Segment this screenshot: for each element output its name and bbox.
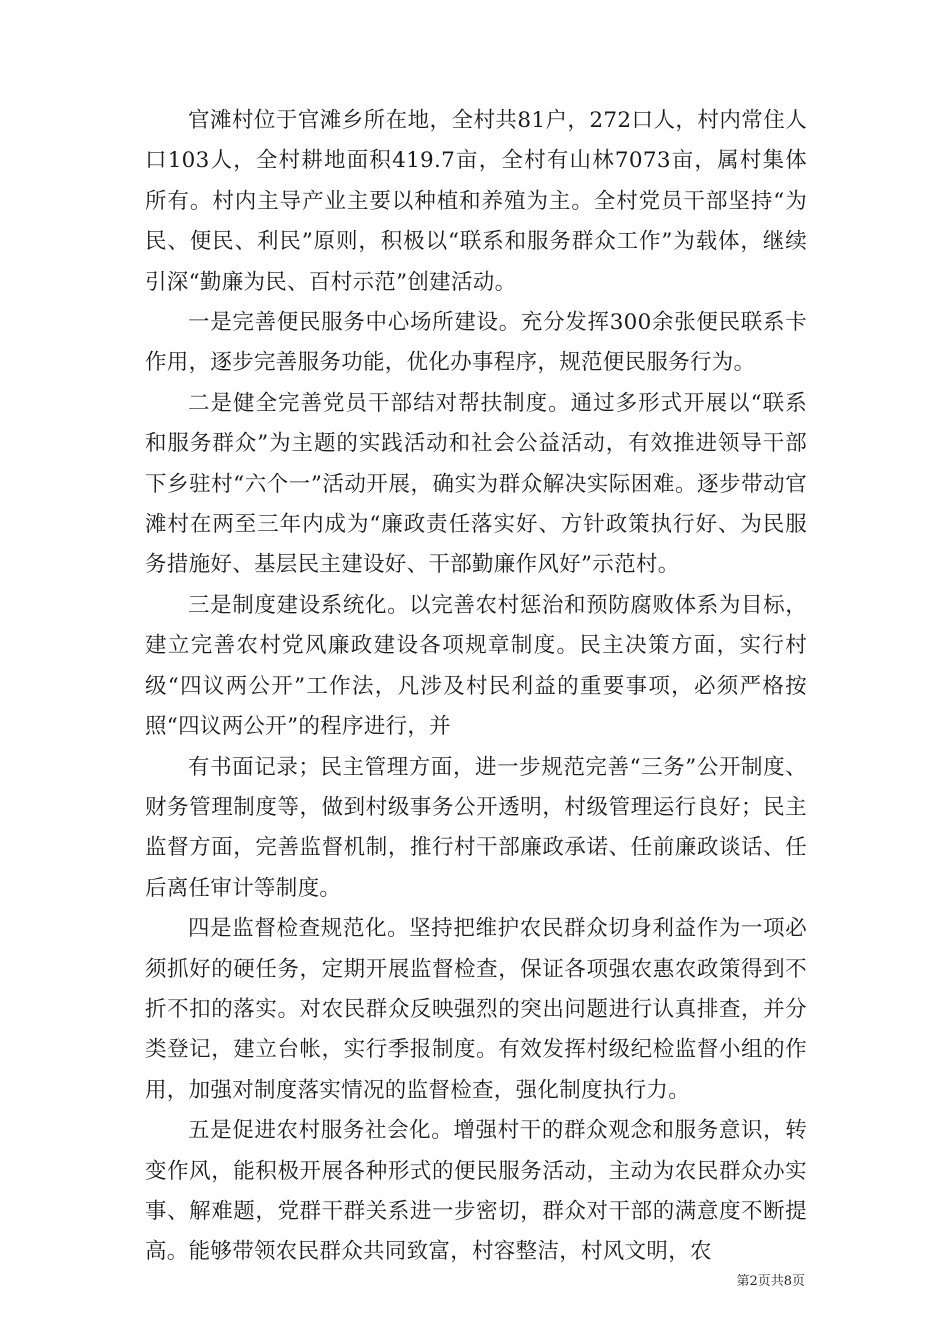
paragraph-point-two: 二是健全完善党员干部结对帮扶制度。通过多形式开展以“联系和服务群众”为主题的实践活动和社会公益活动，有效推进领导干部下乡驻村“六个一”活动开展，确实为群众解决实际困难。逐步带动官滩村在两至三年内成为“廉政责任落实好、方针政策执行好、为民服务措施好、基层民主建设好、干部勤廉作风好”示范村。 xyxy=(145,390,807,578)
document-body xyxy=(145,101,807,1273)
paragraph-intro: 官滩村位于官滩乡所在地，全村共81户，272口人，村内常住人口103人，全村耕地面积419.7亩，全村有山林7073亩，属村集体所有。村内主导产业主要以种植和养殖为主。全村党员干部坚持“为民、便民、利民”原则，积极以“联系和服务群众工作”为载体，继续引深“勤廉为民、百村示范”创建活动。 xyxy=(145,108,807,295)
page-number: 第2页共8页 xyxy=(736,1274,805,1289)
paragraph-point-one: 一是完善便民服务中心场所建设。充分发挥300余张便民联系卡作用，逐步完善服务功能，优化办事程序，规范便民服务行为。 xyxy=(145,310,807,376)
paragraph-point-three: 三是制度建设系统化。以完善农村惩治和预防腐败体系为目标，建立完善农村党风廉政建设各项规章制度。民主决策方面，实行村级“四议两公开”工作法，凡涉及村民利益的重要事项，必须严格按照“四议两公开”的程序进行，并 xyxy=(145,592,807,740)
paragraph-point-five: 五是促进农村服务社会化。增强村干的群众观念和服务意识，转变作风，能积极开展各种形式的便民服务活动，主动为农民群众办实事、解难题，党群干群关系进一步密切，群众对干部的满意度不断提高。能够带领农民群众共同致富，村容整洁，村风文明，农 xyxy=(145,1118,807,1265)
paragraph-point-four: 四是监督检查规范化。坚持把维护农民群众切身利益作为一项必须抓好的硬任务，定期开展监督检查，保证各项强农惠农政策得到不折不扣的落实。对农民群众反映强烈的突出问题进行认真排查，并分类登记，建立台帐，实行季报制度。有效发挥村级纪检监督小组的作用，加强对制度落实情况的监督检查，强化制度执行力。 xyxy=(145,916,807,1103)
paragraph-point-three-continued: 有书面记录；民主管理方面，进一步规范完善“三务”公开制度、财务管理制度等，做到村级事务公开透明，村级管理运行良好；民主监督方面，完善监督机制，推行村干部廉政承诺、任前廉政谈话、任后离任审计等制度。 xyxy=(145,754,807,901)
